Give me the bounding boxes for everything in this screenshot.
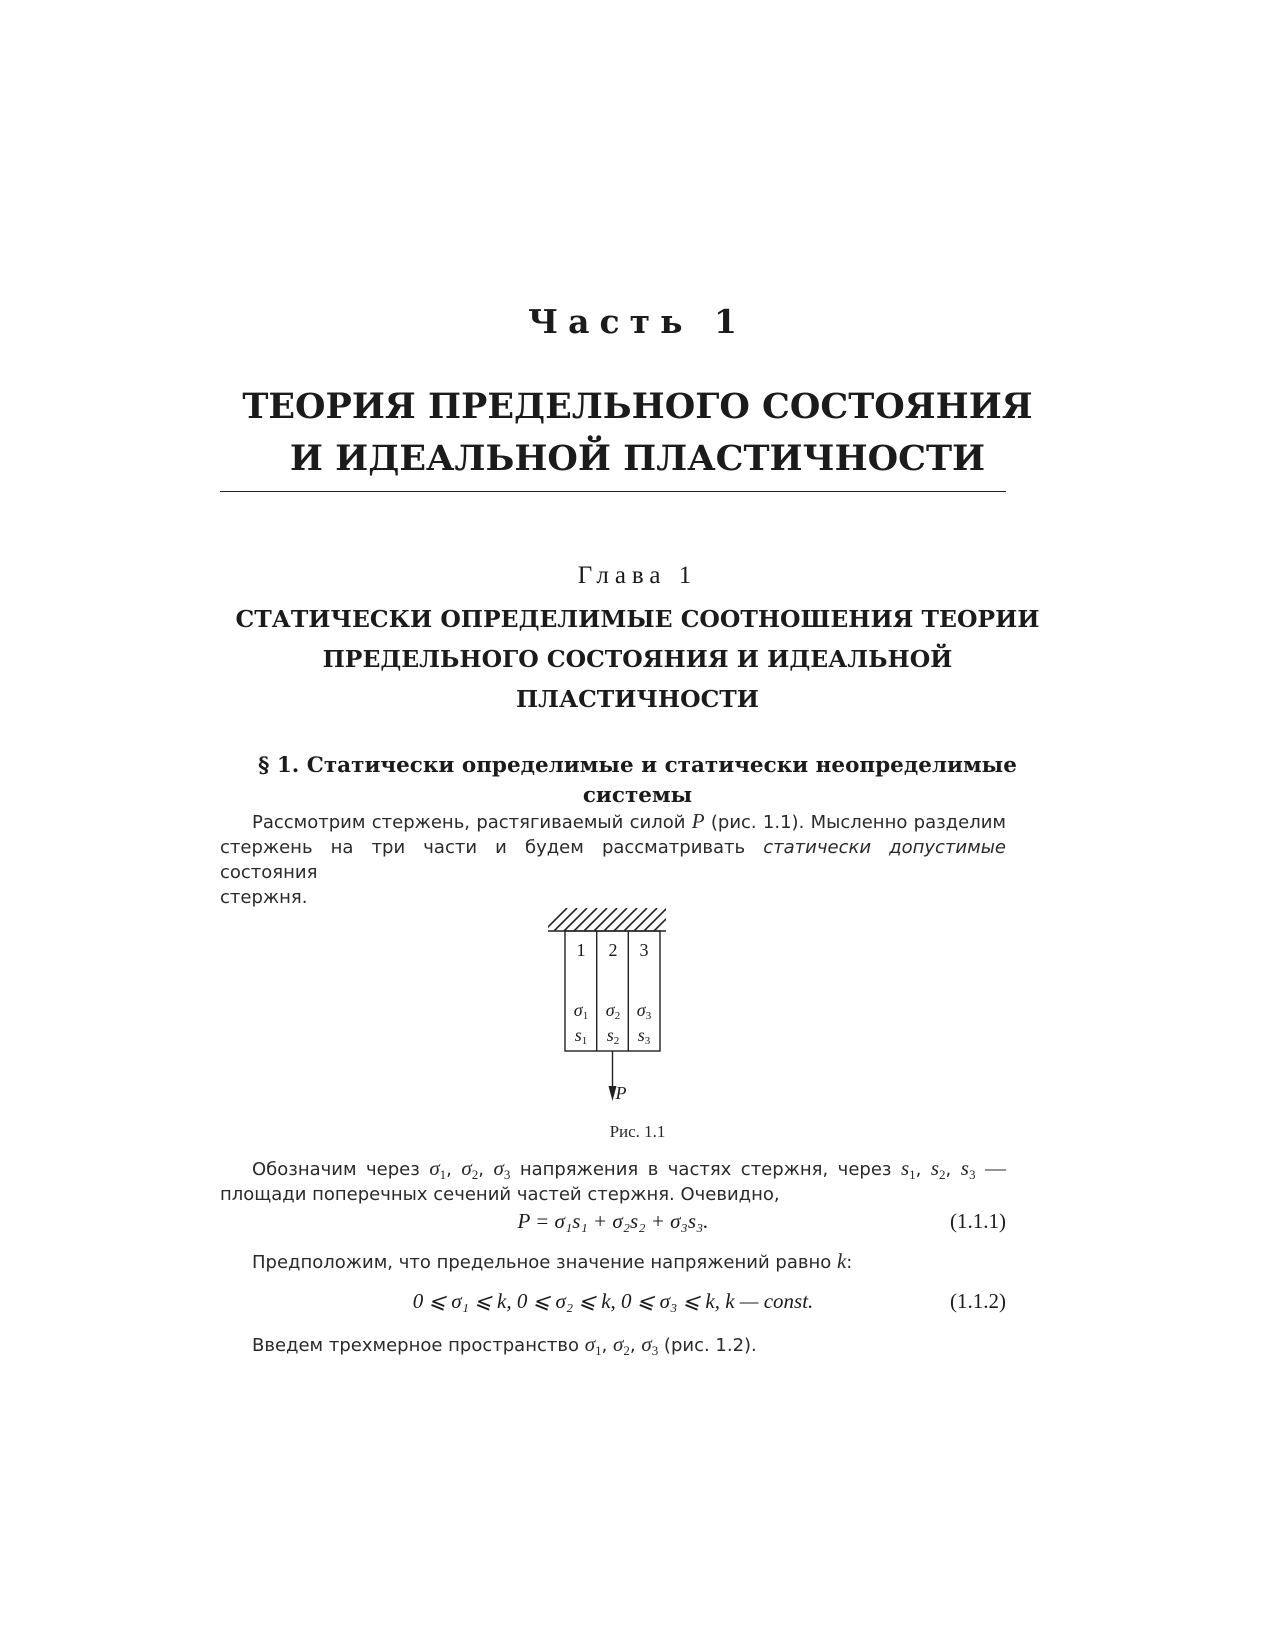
chapter-title-line: ПРЕДЕЛЬНОГО СОСТОЯНИЯ И ИДЕАЛЬНОЙ xyxy=(322,645,953,673)
fixed-support-hatching xyxy=(548,908,677,931)
area-label: $s_1$ xyxy=(574,1025,588,1047)
chapter-title-line: СТАТИЧЕСКИ ОПРЕДЕЛИМЫЕ СООТНОШЕНИЯ ТЕОРИИ xyxy=(235,605,1040,633)
section-title-line: § 1. Статически определимые и статически неопределимые xyxy=(258,753,1017,778)
text-line: Предположим, что предельное значение напряжений равно k: xyxy=(252,1249,853,1273)
equation-body: 0 ⩽ σ₁ ⩽ k, 0 ⩽ σ₂ ⩽ k, 0 ⩽ σ₃ ⩽ k, k — const. xyxy=(412,1289,814,1313)
bar-part-number: 2 xyxy=(608,940,618,960)
text-line: стержень на три части и будем рассматривать статически допустимые состояния xyxy=(220,837,1006,883)
text-line: Введем трехмерное пространство $\sigma_1$, $\sigma_2$, $\sigma_3$ (рис. 1.2). xyxy=(252,1332,757,1358)
paragraph-space xyxy=(220,1332,1006,1358)
bar-part-number: 3 xyxy=(639,940,649,960)
chapter-title-line: ПЛАСТИЧНОСТИ xyxy=(515,685,760,713)
force-label: P xyxy=(615,1083,627,1103)
part-label: Часть 1 xyxy=(528,302,747,341)
paragraph-limit xyxy=(220,1249,1006,1275)
chapter-title xyxy=(200,599,1075,719)
chapter-label: Глава 1 xyxy=(577,562,698,589)
equation-1-1-2 xyxy=(220,1289,1006,1314)
text-line: Обозначим через $\sigma_1$, $\sigma_2$, $\sigma_3$ напряжения в частях стержня, через $s_1$, $s_2$, $s_3$ — xyxy=(252,1156,1006,1182)
part-title xyxy=(180,381,1095,485)
area-label: $s_3$ xyxy=(637,1025,651,1047)
text-line: стержня. xyxy=(220,887,308,908)
text-line: площади поперечных сечений частей стержня. Очевидно, xyxy=(220,1184,780,1205)
equation-body: P = σ₁s₁ + σ₂s₂ + σ₃s₃. xyxy=(517,1209,709,1233)
part-divider xyxy=(220,491,1006,492)
part-title-line: ТЕОРИЯ ПРЕДЕЛЬНОГО СОСТОЯНИЯ xyxy=(242,386,1033,427)
stress-label: $\sigma_3$ xyxy=(636,1000,652,1022)
paragraph-intro xyxy=(220,809,1006,910)
stress-label: $\sigma_2$ xyxy=(605,1000,621,1022)
figure-caption: Рис. 1.1 xyxy=(609,1122,666,1141)
bar-part-number: 1 xyxy=(576,940,586,960)
paragraph-notation xyxy=(220,1156,1006,1207)
area-label: $s_2$ xyxy=(606,1025,620,1047)
figure-bar xyxy=(548,908,678,1118)
emphasis: статически допустимые xyxy=(763,837,1006,858)
stress-label: $\sigma_1$ xyxy=(573,1000,589,1022)
text-line: Рассмотрим стержень, растягиваемый силой P (рис. 1.1). Мысленно разделим xyxy=(252,809,1006,833)
section-title xyxy=(200,751,1075,811)
equation-1-1-1 xyxy=(220,1209,1006,1234)
part-title-line: И ИДЕАЛЬНОЙ ПЛАСТИЧНОСТИ xyxy=(289,438,986,479)
section-title-line: системы xyxy=(582,783,693,808)
equation-number: (1.1.1) xyxy=(950,1209,1006,1233)
equation-number: (1.1.2) xyxy=(950,1289,1006,1313)
